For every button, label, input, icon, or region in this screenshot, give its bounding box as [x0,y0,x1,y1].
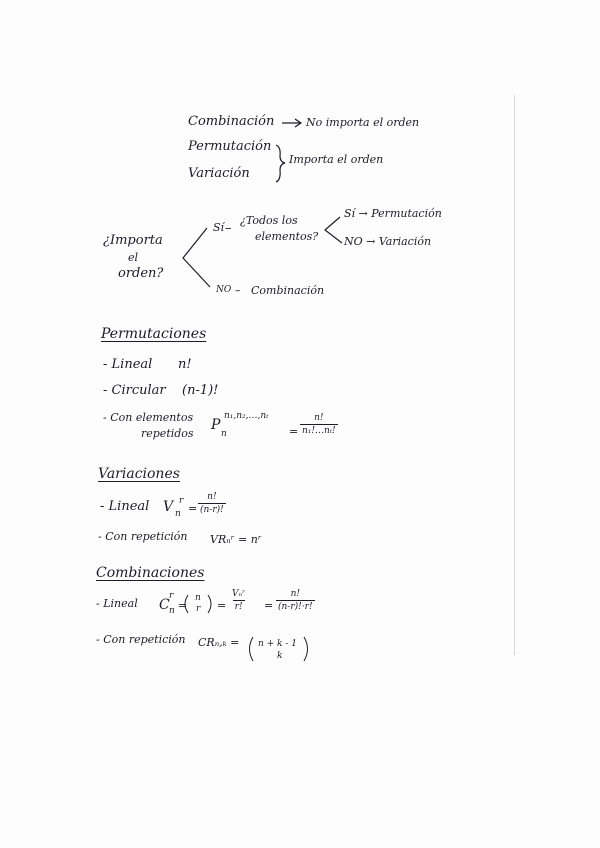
brace-importa [276,145,285,182]
comb-frac2 [276,590,315,612]
var-rep-formula: VRₙʳ = nʳ [210,533,262,546]
tree-question-l2: el [128,251,139,264]
perm-lineal-label: - Lineal [103,357,153,372]
comb-frac2-num: n! [290,589,300,599]
arrow-combinacion [282,119,301,127]
comb-lineal-eq3: = [264,599,274,612]
variaciones-title: Variaciones [98,466,180,482]
perm-rep-den: n₁!…nₜ! [302,426,336,436]
perm-rep-fraction [300,414,338,436]
summary-permutacion: Permutación [188,139,272,154]
var-lineal-label: - Lineal [100,499,150,514]
var-lineal-symbol: V [163,499,174,515]
bracket-subdecision [325,217,342,243]
permutaciones-title: Permutaciones [101,326,207,342]
tree-no-branch-result: Combinación [251,284,325,297]
comb-rep-label: - Con repetición [96,633,186,646]
perm-lineal-formula: n! [178,357,192,372]
comb-frac2-den: (n-r)!·r! [278,602,313,612]
perm-rep-symbol: P [211,417,221,433]
tree-sub-question-l1: ¿Todos los [240,214,298,227]
tree-sub-question-l2: elementos? [255,230,319,243]
comb-frac1 [230,590,247,612]
comb-rep-symbol: CRₙ,ₖ = [198,636,240,649]
perm-circular-formula: (n-1)! [182,383,219,398]
tree-no-result: NO → Variación [344,235,432,248]
comb-lineal-eq2: = [217,599,227,612]
comb-binom-bottom: r [196,604,201,614]
comb-lineal-eq1: = [178,599,188,612]
page-edge-line [514,95,515,655]
comb-frac1-num: Vₙʳ [232,589,246,599]
tree-yes-result: Sí → Permutación [344,207,442,220]
var-lineal-sup: r [179,496,184,506]
summary-combinacion-rule: No importa el orden [306,116,420,129]
perm-rep-label-l1: - Con elementos [103,411,194,424]
comb-binom-top: n [195,593,201,603]
comb-lineal-symbol: C [159,597,170,613]
var-lineal-equals: = [188,502,198,515]
var-lineal-num: n! [207,492,217,502]
comb-rep-binom-bottom: k [277,651,283,661]
var-lineal-sub: n [175,509,181,519]
comb-frac1-den: r! [234,602,243,612]
combinaciones-title: Combinaciones [96,565,205,581]
comb-lineal-label: - Lineal [96,597,138,610]
var-rep-label: - Con repetición [98,530,188,543]
perm-rep-num: n! [314,413,324,423]
summary-variacion: Variación [188,166,250,181]
paren-binom-right [208,595,211,613]
perm-rep-sub: n [221,429,227,439]
perm-rep-label-l2: repetidos [141,427,194,440]
perm-circular-label: - Circular [103,383,166,398]
tree-yes: Sí [213,221,225,234]
tree-no-branch: NO [216,285,232,295]
summary-combinacion: Combinación [188,114,275,129]
comb-lineal-sub: n [169,606,175,616]
comb-rep-binom-top: n + k - 1 [258,639,298,649]
comb-lineal-sup: r [169,591,174,601]
notes-page: Combinación No importa el orden Permutación Variación Importa el orden ¿Importa el orden? Sí – ¿Todos los elementos? Sí → Permutación NO → Variación NO – Combinación Permutaciones - Lineal n! - Circular (n-1)! - Con elementos repetidos P n n₁,n₂,…,nₜ = $\frac{n!}{\text{n₁!…nₜ!}}$ Variaciones - Lineal V n r = $\frac{n!}{(n-r)!}$ - Con repetición VRₙʳ = nʳ Combinaciones - Lineal C n r = n r = Vₙʳ r! = $\frac{n!}{(n-r)!\cdot r!}$ - Con repetición CRₙ,ₖ = n + k - 1 k [0,0,600,848]
tree-question-l1: ¿Importa [103,233,163,248]
paren-cr-right [304,637,308,661]
perm-rep-equals: = [289,425,299,438]
var-lineal-fraction [198,493,226,515]
var-lineal-den: (n-r)! [200,505,224,515]
tree-question-l3: orden? [118,266,164,281]
bracket-decision [183,228,210,287]
perm-rep-sup: n₁,n₂,…,nₜ [224,411,269,421]
summary-importa-rule: Importa el orden [289,153,384,166]
paren-cr-left [250,637,254,661]
